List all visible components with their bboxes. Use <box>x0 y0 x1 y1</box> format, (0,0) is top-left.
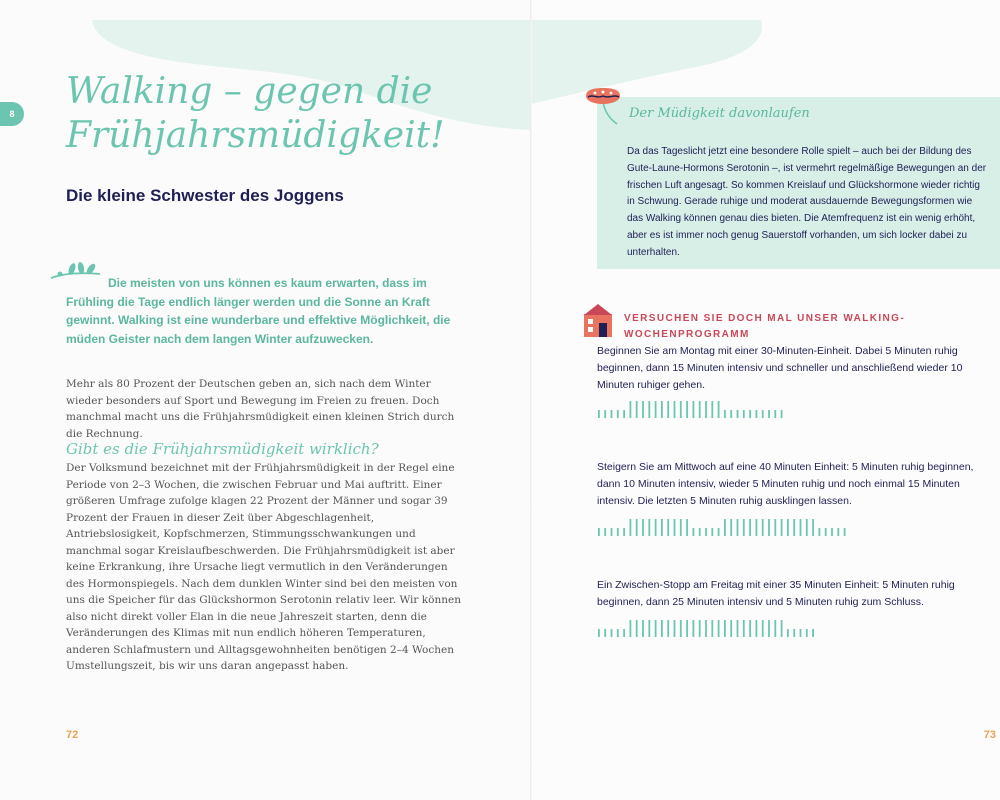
interval-bar-intensive <box>642 401 644 418</box>
interval-bar-intensive <box>693 620 695 637</box>
interval-bar-calm <box>623 410 625 418</box>
interval-bar-calm <box>604 528 606 536</box>
info-box-title: Der Müdigkeit davonlaufen <box>629 106 810 121</box>
interval-bar-calm <box>617 629 619 637</box>
interval-bar-intensive <box>793 519 795 536</box>
interval-bar-calm <box>705 528 707 536</box>
interval-bar-intensive <box>768 620 770 637</box>
interval-bar-calm <box>774 410 776 418</box>
interval-bar-intensive <box>630 401 632 418</box>
interval-bar-calm <box>699 528 701 536</box>
interval-bar-intensive <box>642 519 644 536</box>
step-text-monday: Beginnen Sie am Montag mit einer 30-Minuten-Einheit. Dabei 5 Minuten ruhig beginnen, dann 15 Minuten intensiv und schneller und anschließend wieder 10 Minuten ruhiger gehen. <box>597 345 963 391</box>
interval-bar-intensive <box>806 519 808 536</box>
interval-bar-intensive <box>800 519 802 536</box>
interval-bars-monday <box>597 396 857 422</box>
interval-bar-intensive <box>756 620 758 637</box>
interval-bar-intensive <box>699 620 701 637</box>
interval-bar-calm <box>604 410 606 418</box>
intro-text: Die meisten von uns können es kaum erwarten, dass im Frühling die Tage endlich länger werden und die Sonne an Kraft gewinnt. Walking ist eine wunderbare und effektive Möglichkeit, die müden Geister nach dem langen Winter aufzuwecken. <box>66 276 451 346</box>
page-subtitle: Die kleine Schwester des Joggens <box>66 186 344 205</box>
interval-bar-calm <box>825 528 827 536</box>
interval-bar-calm <box>617 410 619 418</box>
interval-bar-calm <box>768 410 770 418</box>
interval-bar-calm <box>781 410 783 418</box>
house-icon <box>583 302 613 338</box>
step-text-friday: Ein Zwischen-Stopp am Freitag mit einer 35 Minuten Einheit: 5 Minuten ruhig beginnen, dann 25 Minuten intensiv und 5 Minuten ruhig zum Schluss. <box>597 579 955 608</box>
interval-bar-calm <box>762 410 764 418</box>
interval-bar-calm <box>598 528 600 536</box>
interval-bar-intensive <box>705 401 707 418</box>
interval-bar-intensive <box>648 620 650 637</box>
interval-bar-intensive <box>661 401 663 418</box>
interval-bar-intensive <box>648 401 650 418</box>
interval-bar-intensive <box>661 519 663 536</box>
interval-bar-intensive <box>787 519 789 536</box>
interval-bar-intensive <box>674 401 676 418</box>
title-line-2: Frühjahrsmüdigkeit! <box>66 115 445 156</box>
interval-bar-calm <box>611 528 613 536</box>
interval-bar-intensive <box>661 620 663 637</box>
interval-bar-intensive <box>774 519 776 536</box>
interval-bar-intensive <box>630 620 632 637</box>
interval-bar-calm <box>693 528 695 536</box>
right-page <box>531 0 1000 800</box>
interval-bar-calm <box>611 410 613 418</box>
interval-bar-calm <box>718 528 720 536</box>
interval-bar-intensive <box>686 519 688 536</box>
info-box-text: Da das Tageslicht jetzt eine besondere Rolle spielt – auch bei der Bildung des Gute-Laune-Hormons Serotonin –, ist vermehrt regelmäßige Bewegungen an der frischen Luft angesagt. So kommen Kreislauf und Glückshormone wieder richtig in Schwung. Gerade ruhige und moderat ausdauernde Bewegungsformen wie das Walking können genau dies bieten. Die Atemfrequenz ist ein wenig erhöht, aber es ist immer noch genug Sauerstoff vorhanden, um sich locker dabei zu unterhalten. <box>627 146 987 258</box>
interval-bar-calm <box>837 528 839 536</box>
interval-bar-calm <box>598 410 600 418</box>
interval-bar-intensive <box>674 620 676 637</box>
interval-bar-intensive <box>693 401 695 418</box>
body-paragraph-1: Mehr als 80 Prozent der Deutschen geben an, sich nach dem Winter wieder besonders auf Sport und Bewegung im Freien zu freuen. Doch manchmal macht uns die Frühjahrsmüdigkeit einen kleinen Strich durch die Rechnung. <box>66 378 455 440</box>
interval-bar-intensive <box>680 519 682 536</box>
interval-bar-intensive <box>711 401 713 418</box>
page-title <box>66 70 445 158</box>
interval-bar-calm <box>598 629 600 637</box>
interval-bar-calm <box>617 528 619 536</box>
interval-bar-intensive <box>762 519 764 536</box>
interval-bar-calm <box>831 528 833 536</box>
body-paragraph-2: Der Volksmund bezeichnet mit der Frühjahrsmüdigkeit in der Regel eine Periode von 2–3 Wochen, die zwischen Februar und Mai auftritt. Einer größeren Umfrage zufolge klagen 22 Prozent der Männer und sogar 39 Prozent der Frauen in dieser Zeit über Abgeschlagenheit, Antriebslosigkeit, Kopfschmerzen, Stimmungsschwankungen und manchmal sogar Kreislaufbeschwerden. Die Frühjahrsmüdigkeit ist aber keine Erkrankung, ihre Ursache liegt vermutlich in den Veränderungen des Hormonspiegels. Nach dem dunklen Winter sind bei den meisten von uns die Speicher für das Glückshormon Serotonin relativ leer. Wir können also nicht direkt voller Elan in die neue Jahreszeit starten, denn die Veränderungen des Klimas mit nun endlich höheren Temperaturen, anderen Schlafmustern und Alltagsgewohnheiten benötigen 2–4 Wochen Umstellungszeit, bis wir uns daran angepasst haben. <box>66 462 461 672</box>
interval-bar-intensive <box>730 620 732 637</box>
interval-bar-intensive <box>705 620 707 637</box>
interval-bars-wednesday <box>597 514 857 540</box>
interval-bar-intensive <box>718 401 720 418</box>
interval-bar-intensive <box>630 519 632 536</box>
interval-bar-intensive <box>781 519 783 536</box>
interval-bar-intensive <box>655 401 657 418</box>
interval-bar-intensive <box>674 519 676 536</box>
interval-bar-calm <box>787 629 789 637</box>
interval-bar-intensive <box>655 620 657 637</box>
interval-bar-intensive <box>724 519 726 536</box>
interval-bar-intensive <box>636 519 638 536</box>
title-line-1: Walking – gegen die <box>66 71 433 112</box>
interval-bar-intensive <box>762 620 764 637</box>
interval-bar-intensive <box>711 620 713 637</box>
interval-bar-intensive <box>718 620 720 637</box>
interval-bar-intensive <box>756 519 758 536</box>
interval-bar-calm <box>711 528 713 536</box>
interval-bars-friday <box>597 615 857 641</box>
interval-bar-intensive <box>774 620 776 637</box>
interval-bar-intensive <box>636 620 638 637</box>
interval-bar-intensive <box>743 519 745 536</box>
interval-bar-calm <box>800 629 802 637</box>
interval-bar-intensive <box>655 519 657 536</box>
interval-bar-calm <box>743 410 745 418</box>
section-heading: Gibt es die Frühjahrsmüdigkeit wirklich? <box>66 440 379 458</box>
interval-bar-intensive <box>667 519 669 536</box>
interval-bar-intensive <box>680 620 682 637</box>
flower-icon <box>583 86 627 126</box>
interval-bar-intensive <box>667 401 669 418</box>
interval-bar-intensive <box>737 620 739 637</box>
interval-bar-intensive <box>667 620 669 637</box>
interval-bar-intensive <box>686 401 688 418</box>
interval-bar-intensive <box>642 620 644 637</box>
interval-bar-calm <box>844 528 846 536</box>
interval-bar-intensive <box>749 620 751 637</box>
chapter-badge: 8 <box>0 102 24 126</box>
interval-bar-intensive <box>724 620 726 637</box>
interval-bar-calm <box>756 410 758 418</box>
page-number-right: 73 <box>983 729 996 741</box>
interval-bar-intensive <box>680 401 682 418</box>
interval-bar-calm <box>611 629 613 637</box>
step-text-wednesday: Steigern Sie am Mittwoch auf eine 40 Minuten Einheit: 5 Minuten ruhig beginnen, dann 10 Minuten intensiv, wieder 5 Minuten ruhig und noch einmal 15 Minuten intensiv. Die letzten 5 Minuten ruhig ausklingen lassen. <box>597 461 974 507</box>
interval-bar-intensive <box>648 519 650 536</box>
interval-bar-intensive <box>781 620 783 637</box>
interval-bar-intensive <box>749 519 751 536</box>
interval-bar-calm <box>812 629 814 637</box>
interval-bar-intensive <box>636 401 638 418</box>
interval-bar-intensive <box>686 620 688 637</box>
interval-bar-intensive <box>812 519 814 536</box>
interval-bar-calm <box>604 629 606 637</box>
interval-bar-calm <box>737 410 739 418</box>
program-title: VERSUCHEN SIE DOCH MAL UNSER WALKING-WOCHENPROGRAMM <box>624 313 906 340</box>
interval-bar-calm <box>793 629 795 637</box>
interval-bar-calm <box>730 410 732 418</box>
interval-bar-calm <box>623 528 625 536</box>
interval-bar-intensive <box>768 519 770 536</box>
book-gutter <box>530 0 532 800</box>
interval-bar-intensive <box>743 620 745 637</box>
interval-bar-calm <box>749 410 751 418</box>
page-number-left: 72 <box>66 729 79 741</box>
interval-bar-calm <box>819 528 821 536</box>
interval-bar-calm <box>724 410 726 418</box>
interval-bar-intensive <box>737 519 739 536</box>
interval-bar-calm <box>623 629 625 637</box>
interval-bar-intensive <box>730 519 732 536</box>
interval-bar-calm <box>806 629 808 637</box>
interval-bar-intensive <box>699 401 701 418</box>
